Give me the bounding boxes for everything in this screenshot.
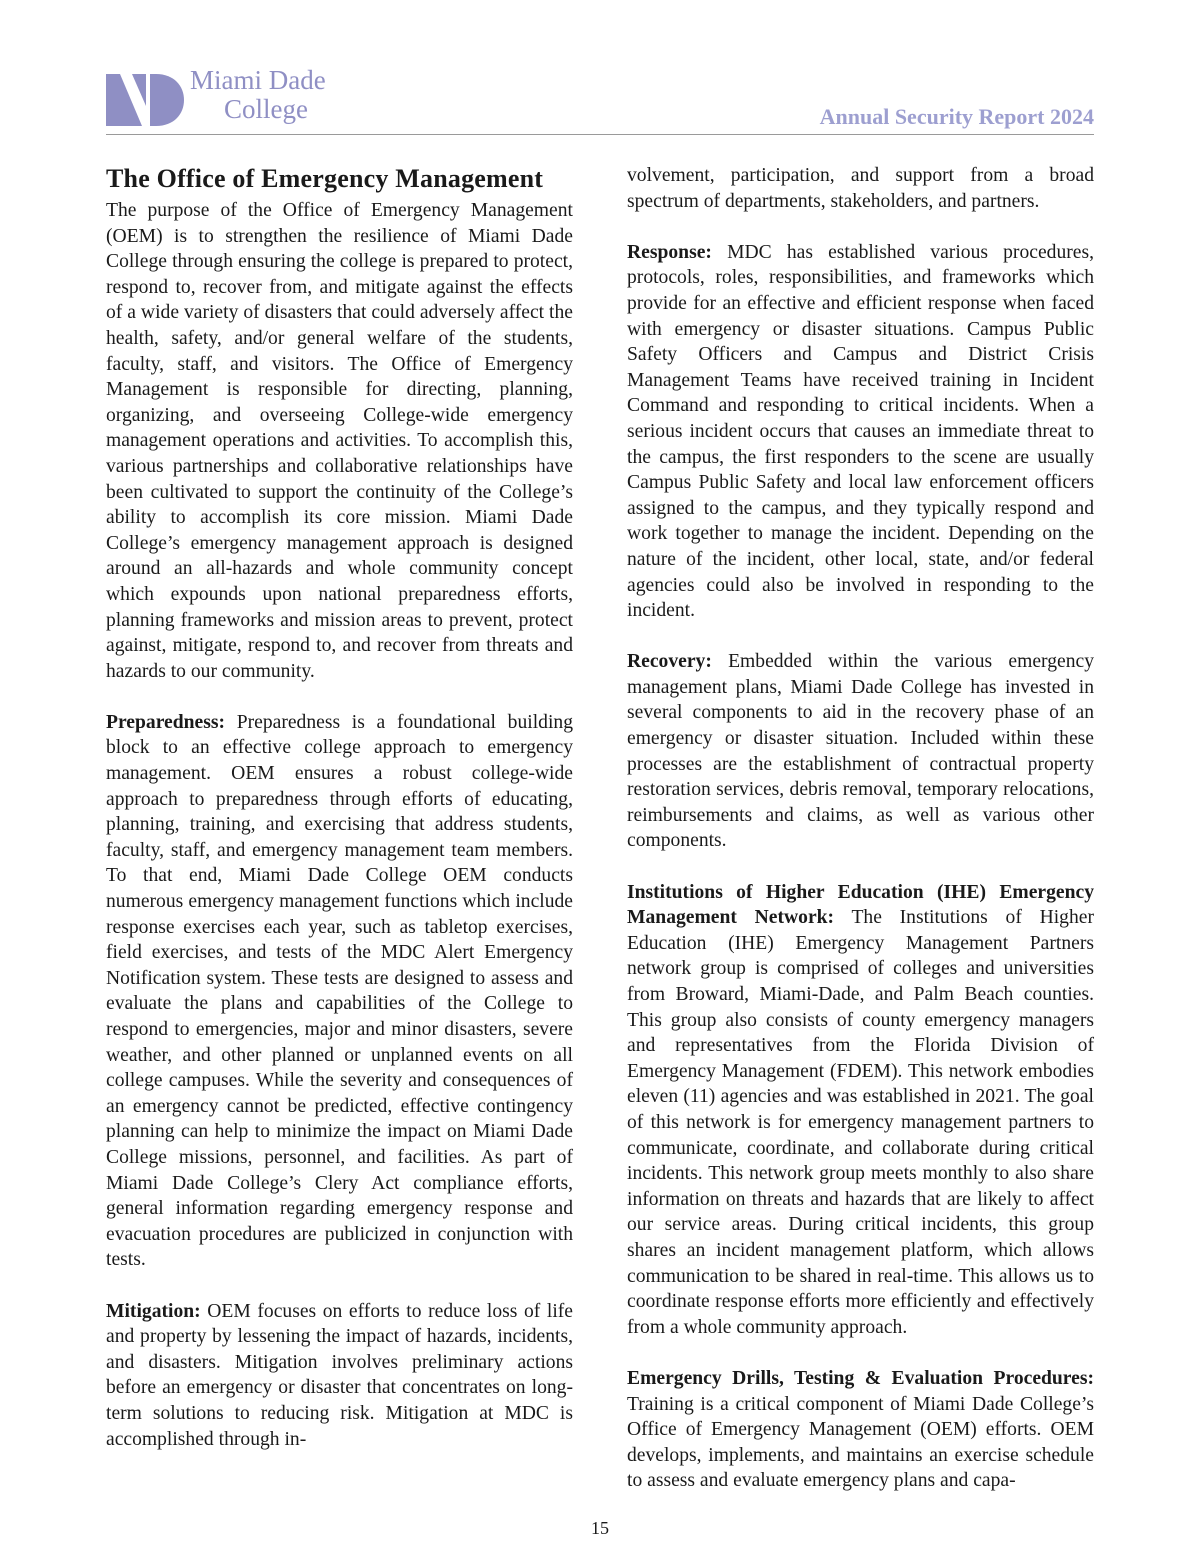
recovery-text: Embedded within the various emergency management plans, Miami Dade College has invested in several components to aid in the recovery phase of an emergency or disaster situation. Included within these processes are the establishment of contractual property restoration services, debris removal, temporary relocations, reimbursements and claims, as well as various other components.: [627, 651, 1094, 852]
left-column: [106, 164, 573, 1452]
mitigation-paragraph: [106, 1299, 573, 1453]
report-title: Annual Security Report 2024: [819, 104, 1094, 129]
header-divider: [106, 134, 1094, 135]
preparedness-paragraph: [106, 710, 573, 1273]
page-header: [106, 66, 1094, 138]
recovery-paragraph: [627, 649, 1094, 854]
ihe-label: Institutions of Higher Education (IHE) Emergency Management Network:: [627, 881, 1094, 929]
drills-paragraph: [627, 1366, 1094, 1494]
section-heading: The Office of Emergency Management: [106, 164, 544, 193]
response-label: Response:: [627, 241, 712, 263]
right-column: [627, 163, 1094, 1494]
continuation-paragraph: volvement, participation, and support from a broad spectrum of departments, stakeholders, and partners.: [627, 165, 1094, 212]
response-paragraph: [627, 240, 1094, 624]
logo-line-1: Miami Dade: [190, 65, 326, 95]
logo-wordmark: [190, 66, 326, 124]
response-text: MDC has established various procedures, protocols, roles, responsibilities, and frameworks which provide for an effective and efficient response when faced with emergency or disaster situations. Campus Public Safety Officers and Campus and District Crisis Management Teams have received training in Incident Command and responding to critical incidents. When a serious incident occurs that causes an immediate threat to the campus, the first responders to the scene are usually Campus Public Safety and local law enforcement officers assigned to the campus, and they typically respond and work together to manage the incident. Depending on the nature of the incident, other local, state, and/or federal agencies could also be involved in responding to the incident.: [627, 241, 1094, 622]
page-number: 15: [591, 1518, 609, 1538]
logo-line-2: College: [224, 94, 308, 124]
mdc-logo-icon: [106, 70, 184, 126]
ihe-paragraph: [627, 880, 1094, 1341]
preparedness-label: Preparedness:: [106, 711, 226, 733]
mitigation-text: OEM focuses on efforts to reduce loss of life and property by lessening the impact of hazards, incidents, and disasters. Mitigation involves preliminary actions before an emergency or disaster that concentrates on long-term solutions to reducing risk. Mitigation at MDC is accomplished through in-: [106, 1300, 573, 1450]
preparedness-text: Preparedness is a foundational building block to an effective college approach to emergency management. OEM ensures a robust college-wide approach to preparedness through efforts of educating, planning, training, and exercising that address students, faculty, staff, and emergency management team members. To that end, Miami Dade College OEM conducts numerous emergency management functions which include response exercises each year, such as tabletop exercises, field exercises, and tests of the MDC Alert Emergency Notification system. These tests are designed to assess and evaluate the plans and capabilities of the College to respond to emergencies, major and minor disasters, severe weather, and other planned or unplanned events on all college campuses. While the severity and consequences of an emergency cannot be predicted, effective contingency planning can help to minimize the impact on Miami Dade College missions, personnel, and facilities. As part of Miami Dade College’s Clery Act compliance efforts, general information regarding emergency response and evacuation procedures are publicized in conjunction with tests.: [106, 711, 573, 1271]
intro-paragraph: The purpose of the Office of Emergency Management (OEM) is to strengthen the resilience of Miami Dade College through ensuring the college is prepared to protect, respond to, recover from, and mitigate against the effects of a wide variety of disasters that could adversely affect the health, safety, and/or general welfare of the students, faculty, staff, and visitors. The Office of Emergency Management is responsible for directing, planning, organizing, and overseeing College-wide emergency management operations and activities. To accomplish this, various partnerships and collaborative relationships have been cultivated to support the continuity of the College’s ability to accomplish its core mission. Miami Dade College’s emergency management approach is designed around an all-hazards and whole community concept which expounds upon national preparedness efforts, planning frameworks and mission areas to prevent, protect against, mitigate, respond to, and recover from threats and hazards to our community.: [106, 200, 573, 682]
drills-label: Emergency Drills, Testing & Evaluation Procedures:: [627, 1367, 1094, 1389]
drills-text: Training is a critical component of Miami Dade College’s Office of Emergency Management (OEM) efforts. OEM develops, implements, and maintains an exercise schedule to assess and evaluate emergency plans and capa-: [627, 1393, 1094, 1492]
mitigation-label: Mitigation:: [106, 1300, 201, 1322]
ihe-text: The Institutions of Higher Education (IHE) Emergency Management Partners network group is comprised of colleges and universities from Broward, Miami-Dade, and Palm Beach counties. This group also consists of county emergency managers and representatives from the Florida Division of Emergency Management (FDEM). This network embodies eleven (11) agencies and was established in 2021. The goal of this network is for emergency management partners to communicate, coordinate, and collaborate during critical incidents. This network group meets monthly to also share information on threats and hazards that are likely to affect our service areas. During critical incidents, this group shares an incident management platform, which allows communication to be shared in real-time. This allows us to coordinate response efforts more efficiently and effectively from a whole community approach.: [627, 907, 1094, 1338]
recovery-label: Recovery:: [627, 651, 712, 673]
